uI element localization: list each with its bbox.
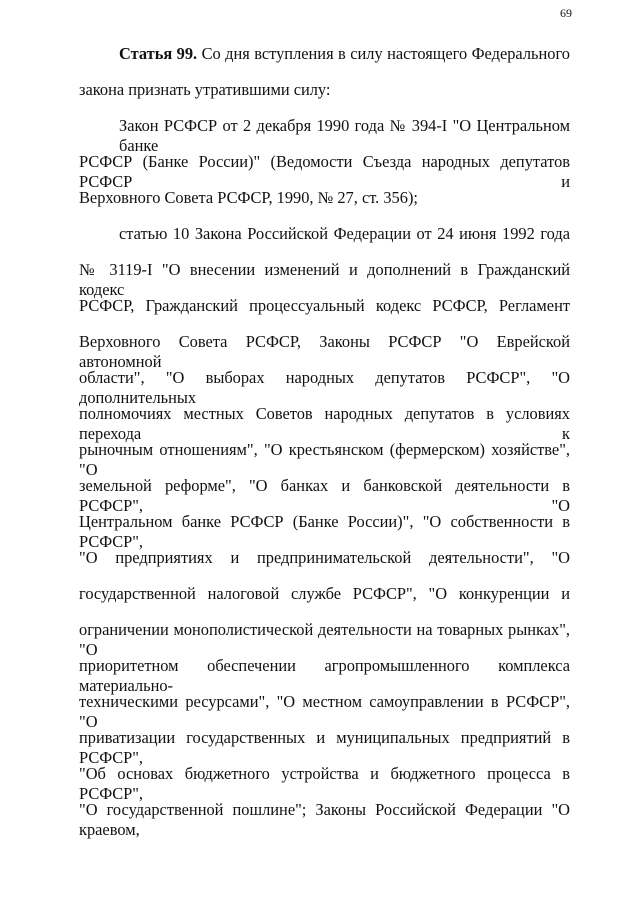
paragraph-line: Закон РСФСР от 2 декабря 1990 года № 394-I "О Центральном банке (119, 116, 570, 155)
paragraph-line: РСФСР (Банке России)" (Ведомости Съезда народных депутатов РСФСР и (79, 152, 570, 191)
paragraph-line: Верховного Совета РСФСР, 1990, № 27, ст. 356); (79, 188, 418, 207)
paragraph-line: № 3119-I "О внесении изменений и дополнений в Гражданский кодекс (79, 260, 570, 299)
paragraph-line: Верховного Совета РСФСР, Законы РСФСР "О Еврейской автономной (79, 332, 570, 371)
paragraph-line: земельной реформе", "О банках и банковской деятельности в РСФСР", "О (79, 476, 570, 515)
article-intro-text: Со дня вступления в силу настоящего Федерального (201, 44, 570, 63)
paragraph-line: приоритетном обеспечении агропромышленного комплекса материально- (79, 656, 570, 695)
paragraph-line: статью 10 Закона Российской Федерации от 24 июня 1992 года (119, 224, 570, 243)
paragraph-line: "О предприятиях и предпринимательской деятельности", "О (79, 548, 570, 567)
paragraph-line: государственной налоговой службе РСФСР", "О конкуренции и (79, 584, 570, 603)
paragraph-line: "О государственной пошлине"; Законы Российской Федерации "О краевом, (79, 800, 570, 839)
paragraph-line: области", "О выборах народных депутатов РСФСР", "О дополнительных (79, 368, 570, 407)
article-label: Статья 99. (119, 44, 198, 63)
paragraph-line: РСФСР, Гражданский процессуальный кодекс РСФСР, Регламент (79, 296, 570, 315)
paragraph-line: рыночным отношениям", "О крестьянском (фермерском) хозяйстве", "О (79, 440, 570, 479)
paragraph-line: Центральном банке РСФСР (Банке России)", "О собственности в РСФСР", (79, 512, 570, 551)
paragraph-line: приватизации государственных и муниципальных предприятий в РСФСР", (79, 728, 570, 767)
paragraph-line: ограничении монополистической деятельности на товарных рынках", "О (79, 620, 570, 659)
paragraph-line: "Об основах бюджетного устройства и бюджетного процесса в РСФСР", (79, 764, 570, 803)
document-body (79, 44, 570, 839)
article-intro-line-2: закона признать утратившими силу: (79, 80, 331, 99)
paragraph-line: полномочиях местных Советов народных депутатов в условиях перехода к (79, 404, 570, 443)
paragraph-line: техническими ресурсами", "О местном самоуправлении в РСФСР", "О (79, 692, 570, 731)
page-number: 69 (560, 6, 572, 20)
article-intro-line (79, 44, 570, 80)
